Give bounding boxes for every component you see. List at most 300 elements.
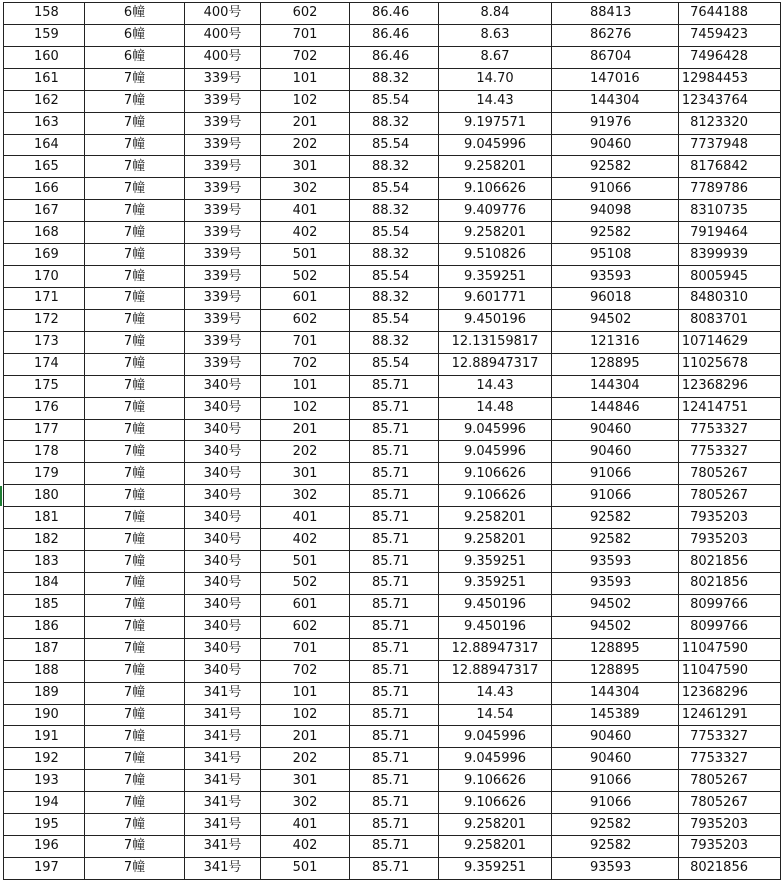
building-cell[interactable]: 7幢: [85, 397, 185, 419]
price-per-sqm-cell[interactable]: 9.045996: [439, 441, 552, 463]
unit-cell[interactable]: 402: [261, 222, 350, 244]
row-number-cell[interactable]: 187: [4, 638, 85, 660]
area-cell[interactable]: 85.54: [350, 90, 439, 112]
unit-price-cell[interactable]: 90460: [552, 748, 679, 770]
unit-price-cell[interactable]: 145389: [552, 704, 679, 726]
total-price-cell[interactable]: 8021856: [679, 572, 781, 594]
area-cell[interactable]: 85.71: [350, 616, 439, 638]
row-number-cell[interactable]: 186: [4, 616, 85, 638]
house-number-cell[interactable]: 339号: [185, 266, 261, 288]
unit-price-cell[interactable]: 92582: [552, 507, 679, 529]
building-cell[interactable]: 6幢: [85, 3, 185, 25]
total-price-cell[interactable]: 7753327: [679, 748, 781, 770]
total-price-cell[interactable]: 7805267: [679, 792, 781, 814]
area-cell[interactable]: 85.54: [350, 353, 439, 375]
house-number-cell[interactable]: 341号: [185, 857, 261, 879]
price-per-sqm-cell[interactable]: 8.63: [439, 24, 552, 46]
price-per-sqm-cell[interactable]: 9.258201: [439, 529, 552, 551]
house-number-cell[interactable]: 341号: [185, 770, 261, 792]
unit-price-cell[interactable]: 91066: [552, 463, 679, 485]
unit-cell[interactable]: 202: [261, 748, 350, 770]
building-cell[interactable]: 7幢: [85, 156, 185, 178]
row-number-cell[interactable]: 161: [4, 68, 85, 90]
price-per-sqm-cell[interactable]: 9.359251: [439, 572, 552, 594]
price-per-sqm-cell[interactable]: 12.88947317: [439, 353, 552, 375]
building-cell[interactable]: 7幢: [85, 68, 185, 90]
price-per-sqm-cell[interactable]: 12.88947317: [439, 638, 552, 660]
total-price-cell[interactable]: 8176842: [679, 156, 781, 178]
unit-price-cell[interactable]: 91066: [552, 485, 679, 507]
unit-cell[interactable]: 601: [261, 594, 350, 616]
building-cell[interactable]: 7幢: [85, 178, 185, 200]
unit-cell[interactable]: 201: [261, 419, 350, 441]
row-number-cell[interactable]: 190: [4, 704, 85, 726]
unit-price-cell[interactable]: 94502: [552, 309, 679, 331]
price-per-sqm-cell[interactable]: 9.510826: [439, 244, 552, 266]
price-per-sqm-cell[interactable]: 9.197571: [439, 112, 552, 134]
total-price-cell[interactable]: 12984453: [679, 68, 781, 90]
row-number-cell[interactable]: 175: [4, 375, 85, 397]
house-number-cell[interactable]: 340号: [185, 485, 261, 507]
unit-cell[interactable]: 401: [261, 200, 350, 222]
total-price-cell[interactable]: 7496428: [679, 46, 781, 68]
house-number-cell[interactable]: 340号: [185, 551, 261, 573]
unit-cell[interactable]: 301: [261, 463, 350, 485]
total-price-cell[interactable]: 8399939: [679, 244, 781, 266]
building-cell[interactable]: 7幢: [85, 529, 185, 551]
row-number-cell[interactable]: 169: [4, 244, 85, 266]
house-number-cell[interactable]: 339号: [185, 287, 261, 309]
row-number-cell[interactable]: 177: [4, 419, 85, 441]
area-cell[interactable]: 85.71: [350, 529, 439, 551]
price-per-sqm-cell[interactable]: 9.409776: [439, 200, 552, 222]
house-number-cell[interactable]: 340号: [185, 529, 261, 551]
unit-cell[interactable]: 401: [261, 814, 350, 836]
row-number-cell[interactable]: 159: [4, 24, 85, 46]
building-cell[interactable]: 7幢: [85, 594, 185, 616]
price-per-sqm-cell[interactable]: 9.045996: [439, 134, 552, 156]
unit-price-cell[interactable]: 90460: [552, 441, 679, 463]
area-cell[interactable]: 85.71: [350, 726, 439, 748]
area-cell[interactable]: 86.46: [350, 24, 439, 46]
total-price-cell[interactable]: 8083701: [679, 309, 781, 331]
unit-price-cell[interactable]: 91976: [552, 112, 679, 134]
area-cell[interactable]: 86.46: [350, 46, 439, 68]
house-number-cell[interactable]: 339号: [185, 112, 261, 134]
building-cell[interactable]: 7幢: [85, 792, 185, 814]
price-per-sqm-cell[interactable]: 14.48: [439, 397, 552, 419]
total-price-cell[interactable]: 8099766: [679, 616, 781, 638]
area-cell[interactable]: 85.71: [350, 638, 439, 660]
area-cell[interactable]: 88.32: [350, 156, 439, 178]
unit-cell[interactable]: 102: [261, 90, 350, 112]
building-cell[interactable]: 7幢: [85, 309, 185, 331]
building-cell[interactable]: 7幢: [85, 814, 185, 836]
unit-price-cell[interactable]: 144846: [552, 397, 679, 419]
price-per-sqm-cell[interactable]: 9.258201: [439, 156, 552, 178]
unit-price-cell[interactable]: 91066: [552, 178, 679, 200]
unit-cell[interactable]: 202: [261, 134, 350, 156]
row-number-cell[interactable]: 191: [4, 726, 85, 748]
unit-cell[interactable]: 401: [261, 507, 350, 529]
total-price-cell[interactable]: 12368296: [679, 375, 781, 397]
building-cell[interactable]: 7幢: [85, 331, 185, 353]
area-cell[interactable]: 88.32: [350, 244, 439, 266]
price-per-sqm-cell[interactable]: 9.450196: [439, 309, 552, 331]
total-price-cell[interactable]: 8021856: [679, 551, 781, 573]
unit-cell[interactable]: 502: [261, 266, 350, 288]
area-cell[interactable]: 85.71: [350, 507, 439, 529]
total-price-cell[interactable]: 7805267: [679, 463, 781, 485]
total-price-cell[interactable]: 12368296: [679, 682, 781, 704]
total-price-cell[interactable]: 7935203: [679, 814, 781, 836]
area-cell[interactable]: 85.71: [350, 836, 439, 858]
unit-price-cell[interactable]: 128895: [552, 660, 679, 682]
building-cell[interactable]: 7幢: [85, 266, 185, 288]
total-price-cell[interactable]: 7753327: [679, 441, 781, 463]
price-per-sqm-cell[interactable]: 9.106626: [439, 178, 552, 200]
row-number-cell[interactable]: 192: [4, 748, 85, 770]
unit-price-cell[interactable]: 86704: [552, 46, 679, 68]
area-cell[interactable]: 85.54: [350, 134, 439, 156]
unit-cell[interactable]: 102: [261, 397, 350, 419]
unit-cell[interactable]: 702: [261, 660, 350, 682]
total-price-cell[interactable]: 12461291: [679, 704, 781, 726]
row-number-cell[interactable]: 171: [4, 287, 85, 309]
area-cell[interactable]: 88.32: [350, 331, 439, 353]
house-number-cell[interactable]: 340号: [185, 441, 261, 463]
total-price-cell[interactable]: 7805267: [679, 485, 781, 507]
price-per-sqm-cell[interactable]: 12.88947317: [439, 660, 552, 682]
unit-price-cell[interactable]: 90460: [552, 134, 679, 156]
area-cell[interactable]: 88.32: [350, 112, 439, 134]
row-number-cell[interactable]: 180: [4, 485, 85, 507]
house-number-cell[interactable]: 339号: [185, 309, 261, 331]
building-cell[interactable]: 7幢: [85, 485, 185, 507]
house-number-cell[interactable]: 341号: [185, 814, 261, 836]
row-number-cell[interactable]: 173: [4, 331, 85, 353]
house-number-cell[interactable]: 340号: [185, 594, 261, 616]
house-number-cell[interactable]: 340号: [185, 397, 261, 419]
area-cell[interactable]: 85.71: [350, 814, 439, 836]
building-cell[interactable]: 7幢: [85, 638, 185, 660]
area-cell[interactable]: 88.32: [350, 68, 439, 90]
building-cell[interactable]: 7幢: [85, 244, 185, 266]
house-number-cell[interactable]: 340号: [185, 616, 261, 638]
house-number-cell[interactable]: 340号: [185, 638, 261, 660]
unit-cell[interactable]: 202: [261, 441, 350, 463]
row-number-cell[interactable]: 165: [4, 156, 85, 178]
row-number-cell[interactable]: 196: [4, 836, 85, 858]
house-number-cell[interactable]: 341号: [185, 836, 261, 858]
unit-cell[interactable]: 101: [261, 68, 350, 90]
price-per-sqm-cell[interactable]: 9.359251: [439, 266, 552, 288]
row-number-cell[interactable]: 178: [4, 441, 85, 463]
price-per-sqm-cell[interactable]: 9.258201: [439, 814, 552, 836]
total-price-cell[interactable]: 12414751: [679, 397, 781, 419]
price-per-sqm-cell[interactable]: 9.258201: [439, 507, 552, 529]
total-price-cell[interactable]: 11047590: [679, 660, 781, 682]
building-cell[interactable]: 7幢: [85, 375, 185, 397]
unit-cell[interactable]: 301: [261, 156, 350, 178]
unit-price-cell[interactable]: 94098: [552, 200, 679, 222]
unit-cell[interactable]: 102: [261, 704, 350, 726]
total-price-cell[interactable]: 7935203: [679, 507, 781, 529]
price-per-sqm-cell[interactable]: 9.106626: [439, 463, 552, 485]
unit-cell[interactable]: 602: [261, 309, 350, 331]
unit-price-cell[interactable]: 92582: [552, 814, 679, 836]
house-number-cell[interactable]: 341号: [185, 682, 261, 704]
house-number-cell[interactable]: 340号: [185, 419, 261, 441]
house-number-cell[interactable]: 339号: [185, 156, 261, 178]
area-cell[interactable]: 85.71: [350, 770, 439, 792]
row-number-cell[interactable]: 197: [4, 857, 85, 879]
unit-price-cell[interactable]: 90460: [552, 419, 679, 441]
price-per-sqm-cell[interactable]: 9.258201: [439, 836, 552, 858]
house-number-cell[interactable]: 341号: [185, 748, 261, 770]
price-per-sqm-cell[interactable]: 9.045996: [439, 419, 552, 441]
total-price-cell[interactable]: 8310735: [679, 200, 781, 222]
unit-price-cell[interactable]: 90460: [552, 726, 679, 748]
building-cell[interactable]: 7幢: [85, 200, 185, 222]
unit-price-cell[interactable]: 94502: [552, 594, 679, 616]
unit-price-cell[interactable]: 92582: [552, 836, 679, 858]
total-price-cell[interactable]: 7644188: [679, 3, 781, 25]
row-number-cell[interactable]: 158: [4, 3, 85, 25]
unit-cell[interactable]: 501: [261, 551, 350, 573]
price-per-sqm-cell[interactable]: 9.045996: [439, 726, 552, 748]
unit-price-cell[interactable]: 96018: [552, 287, 679, 309]
building-cell[interactable]: 7幢: [85, 551, 185, 573]
total-price-cell[interactable]: 7935203: [679, 529, 781, 551]
price-per-sqm-cell[interactable]: 14.43: [439, 90, 552, 112]
house-number-cell[interactable]: 340号: [185, 507, 261, 529]
total-price-cell[interactable]: 7459423: [679, 24, 781, 46]
price-per-sqm-cell[interactable]: 8.84: [439, 3, 552, 25]
building-cell[interactable]: 7幢: [85, 90, 185, 112]
building-cell[interactable]: 7幢: [85, 660, 185, 682]
unit-price-cell[interactable]: 128895: [552, 638, 679, 660]
total-price-cell[interactable]: 7737948: [679, 134, 781, 156]
area-cell[interactable]: 85.54: [350, 222, 439, 244]
unit-price-cell[interactable]: 91066: [552, 770, 679, 792]
row-number-cell[interactable]: 182: [4, 529, 85, 551]
unit-cell[interactable]: 302: [261, 485, 350, 507]
area-cell[interactable]: 85.71: [350, 397, 439, 419]
total-price-cell[interactable]: 7805267: [679, 770, 781, 792]
building-cell[interactable]: 7幢: [85, 726, 185, 748]
total-price-cell[interactable]: 8099766: [679, 594, 781, 616]
unit-price-cell[interactable]: 147016: [552, 68, 679, 90]
unit-cell[interactable]: 201: [261, 726, 350, 748]
row-number-cell[interactable]: 176: [4, 397, 85, 419]
unit-cell[interactable]: 501: [261, 244, 350, 266]
unit-cell[interactable]: 101: [261, 375, 350, 397]
price-per-sqm-cell[interactable]: 9.106626: [439, 792, 552, 814]
unit-cell[interactable]: 201: [261, 112, 350, 134]
row-number-cell[interactable]: 164: [4, 134, 85, 156]
area-cell[interactable]: 85.54: [350, 178, 439, 200]
building-cell[interactable]: 7幢: [85, 748, 185, 770]
building-cell[interactable]: 6幢: [85, 46, 185, 68]
building-cell[interactable]: 7幢: [85, 704, 185, 726]
price-per-sqm-cell[interactable]: 12.13159817: [439, 331, 552, 353]
unit-price-cell[interactable]: 128895: [552, 353, 679, 375]
house-number-cell[interactable]: 340号: [185, 660, 261, 682]
building-cell[interactable]: 7幢: [85, 572, 185, 594]
price-per-sqm-cell[interactable]: 9.450196: [439, 594, 552, 616]
unit-cell[interactable]: 602: [261, 616, 350, 638]
row-number-cell[interactable]: 181: [4, 507, 85, 529]
building-cell[interactable]: 7幢: [85, 770, 185, 792]
row-number-cell[interactable]: 195: [4, 814, 85, 836]
total-price-cell[interactable]: 7753327: [679, 726, 781, 748]
area-cell[interactable]: 85.71: [350, 682, 439, 704]
area-cell[interactable]: 85.54: [350, 309, 439, 331]
area-cell[interactable]: 85.71: [350, 792, 439, 814]
house-number-cell[interactable]: 339号: [185, 222, 261, 244]
row-number-cell[interactable]: 163: [4, 112, 85, 134]
building-cell[interactable]: 7幢: [85, 441, 185, 463]
house-number-cell[interactable]: 340号: [185, 463, 261, 485]
house-number-cell[interactable]: 339号: [185, 68, 261, 90]
price-per-sqm-cell[interactable]: 9.359251: [439, 551, 552, 573]
house-number-cell[interactable]: 339号: [185, 353, 261, 375]
unit-price-cell[interactable]: 93593: [552, 572, 679, 594]
house-number-cell[interactable]: 340号: [185, 375, 261, 397]
area-cell[interactable]: 85.71: [350, 463, 439, 485]
house-number-cell[interactable]: 400号: [185, 3, 261, 25]
house-number-cell[interactable]: 339号: [185, 331, 261, 353]
price-per-sqm-cell[interactable]: 9.258201: [439, 222, 552, 244]
row-number-cell[interactable]: 193: [4, 770, 85, 792]
row-number-cell[interactable]: 162: [4, 90, 85, 112]
building-cell[interactable]: 7幢: [85, 112, 185, 134]
area-cell[interactable]: 85.71: [350, 441, 439, 463]
price-per-sqm-cell[interactable]: 9.359251: [439, 857, 552, 879]
row-number-cell[interactable]: 174: [4, 353, 85, 375]
row-number-cell[interactable]: 194: [4, 792, 85, 814]
house-number-cell[interactable]: 339号: [185, 200, 261, 222]
unit-price-cell[interactable]: 93593: [552, 551, 679, 573]
row-number-cell[interactable]: 168: [4, 222, 85, 244]
unit-price-cell[interactable]: 95108: [552, 244, 679, 266]
price-per-sqm-cell[interactable]: 9.045996: [439, 748, 552, 770]
area-cell[interactable]: 85.71: [350, 704, 439, 726]
building-cell[interactable]: 7幢: [85, 616, 185, 638]
unit-price-cell[interactable]: 88413: [552, 3, 679, 25]
unit-price-cell[interactable]: 92582: [552, 222, 679, 244]
row-number-cell[interactable]: 179: [4, 463, 85, 485]
total-price-cell[interactable]: 7919464: [679, 222, 781, 244]
house-number-cell[interactable]: 400号: [185, 24, 261, 46]
unit-cell[interactable]: 702: [261, 353, 350, 375]
unit-price-cell[interactable]: 92582: [552, 156, 679, 178]
house-number-cell[interactable]: 400号: [185, 46, 261, 68]
unit-cell[interactable]: 402: [261, 836, 350, 858]
total-price-cell[interactable]: 11047590: [679, 638, 781, 660]
unit-cell[interactable]: 602: [261, 3, 350, 25]
price-per-sqm-cell[interactable]: 9.450196: [439, 616, 552, 638]
unit-price-cell[interactable]: 144304: [552, 90, 679, 112]
house-number-cell[interactable]: 341号: [185, 792, 261, 814]
unit-price-cell[interactable]: 92582: [552, 529, 679, 551]
area-cell[interactable]: 88.32: [350, 287, 439, 309]
building-cell[interactable]: 7幢: [85, 836, 185, 858]
building-cell[interactable]: 7幢: [85, 463, 185, 485]
house-number-cell[interactable]: 339号: [185, 90, 261, 112]
unit-cell[interactable]: 402: [261, 529, 350, 551]
area-cell[interactable]: 85.71: [350, 551, 439, 573]
area-cell[interactable]: 85.71: [350, 748, 439, 770]
price-per-sqm-cell[interactable]: 14.43: [439, 682, 552, 704]
building-cell[interactable]: 7幢: [85, 507, 185, 529]
total-price-cell[interactable]: 8021856: [679, 857, 781, 879]
unit-cell[interactable]: 302: [261, 178, 350, 200]
building-cell[interactable]: 6幢: [85, 24, 185, 46]
total-price-cell[interactable]: 8005945: [679, 266, 781, 288]
price-per-sqm-cell[interactable]: 9.601771: [439, 287, 552, 309]
house-number-cell[interactable]: 341号: [185, 704, 261, 726]
area-cell[interactable]: 85.71: [350, 419, 439, 441]
house-number-cell[interactable]: 341号: [185, 726, 261, 748]
building-cell[interactable]: 7幢: [85, 222, 185, 244]
unit-cell[interactable]: 101: [261, 682, 350, 704]
row-number-cell[interactable]: 170: [4, 266, 85, 288]
unit-cell[interactable]: 502: [261, 572, 350, 594]
row-number-cell[interactable]: 160: [4, 46, 85, 68]
building-cell[interactable]: 7幢: [85, 353, 185, 375]
unit-cell[interactable]: 701: [261, 24, 350, 46]
price-per-sqm-cell[interactable]: 14.54: [439, 704, 552, 726]
unit-cell[interactable]: 702: [261, 46, 350, 68]
total-price-cell[interactable]: 7753327: [679, 419, 781, 441]
unit-price-cell[interactable]: 93593: [552, 266, 679, 288]
total-price-cell[interactable]: 8480310: [679, 287, 781, 309]
area-cell[interactable]: 85.71: [350, 485, 439, 507]
row-number-cell[interactable]: 185: [4, 594, 85, 616]
row-number-cell[interactable]: 188: [4, 660, 85, 682]
price-per-sqm-cell[interactable]: 14.43: [439, 375, 552, 397]
unit-cell[interactable]: 701: [261, 638, 350, 660]
house-number-cell[interactable]: 339号: [185, 178, 261, 200]
unit-cell[interactable]: 501: [261, 857, 350, 879]
area-cell[interactable]: 88.32: [350, 200, 439, 222]
building-cell[interactable]: 7幢: [85, 134, 185, 156]
unit-cell[interactable]: 302: [261, 792, 350, 814]
unit-cell[interactable]: 701: [261, 331, 350, 353]
area-cell[interactable]: 85.71: [350, 594, 439, 616]
house-number-cell[interactable]: 339号: [185, 244, 261, 266]
unit-price-cell[interactable]: 144304: [552, 682, 679, 704]
area-cell[interactable]: 85.71: [350, 857, 439, 879]
area-cell[interactable]: 85.54: [350, 266, 439, 288]
area-cell[interactable]: 85.71: [350, 660, 439, 682]
unit-price-cell[interactable]: 121316: [552, 331, 679, 353]
unit-price-cell[interactable]: 93593: [552, 857, 679, 879]
row-number-cell[interactable]: 189: [4, 682, 85, 704]
unit-price-cell[interactable]: 86276: [552, 24, 679, 46]
price-per-sqm-cell[interactable]: 14.70: [439, 68, 552, 90]
price-per-sqm-cell[interactable]: 9.106626: [439, 770, 552, 792]
row-number-cell[interactable]: 183: [4, 551, 85, 573]
area-cell[interactable]: 85.71: [350, 572, 439, 594]
house-number-cell[interactable]: 339号: [185, 134, 261, 156]
area-cell[interactable]: 86.46: [350, 3, 439, 25]
unit-cell[interactable]: 301: [261, 770, 350, 792]
building-cell[interactable]: 7幢: [85, 682, 185, 704]
unit-price-cell[interactable]: 94502: [552, 616, 679, 638]
